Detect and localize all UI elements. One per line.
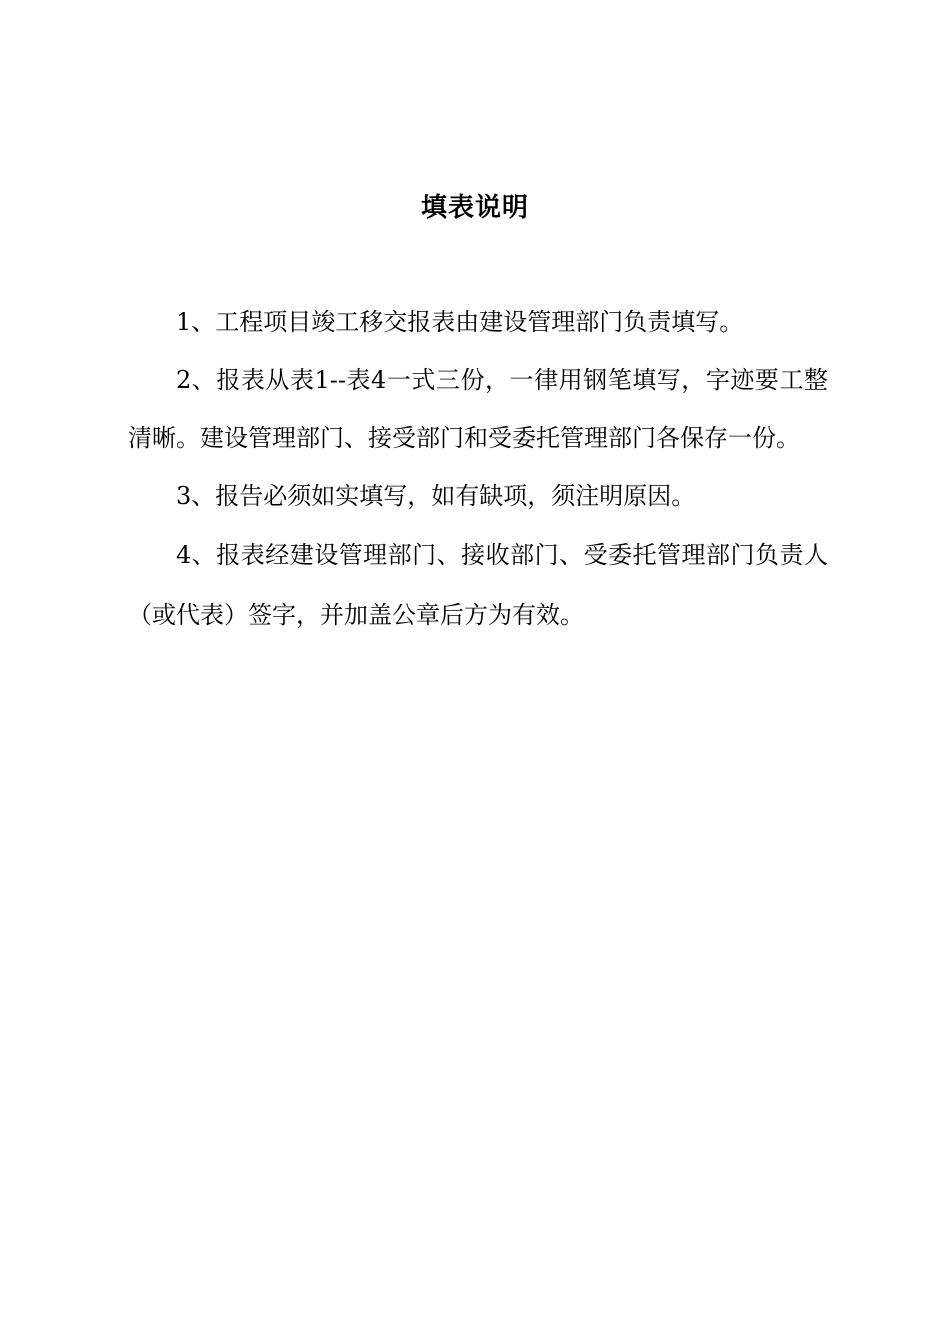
instruction-paragraph-4: 4、报表经建设管理部门、接收部门、受委托管理部门负责人（或代表）签字，并加盖公章后方为有效。 bbox=[128, 541, 828, 629]
instruction-paragraph-1: 1、工程项目竣工移交报表由建设管理部门负责填写。 bbox=[176, 308, 744, 336]
document-title: 填表说明 bbox=[420, 193, 529, 223]
instruction-paragraph-3: 3、报告必须如实填写，如有缺项，须注明原因。 bbox=[176, 482, 696, 510]
instruction-paragraph-2: 2、报表从表1--表4一式三份，一律用钢笔填写，字迹要工整清晰。建设管理部门、接受部门和受委托管理部门各保存一份。 bbox=[128, 366, 828, 452]
instructions-body bbox=[128, 293, 828, 645]
